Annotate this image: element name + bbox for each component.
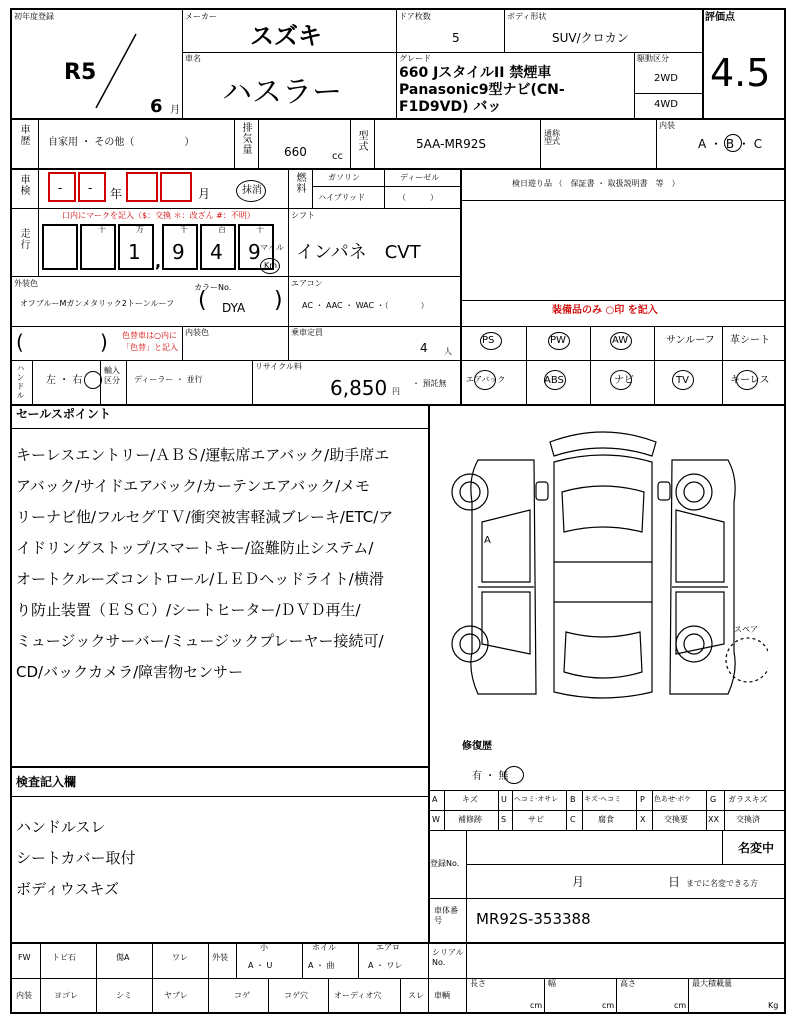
mileage-label: 走行	[18, 228, 29, 250]
unit-3: 百	[218, 225, 226, 234]
import-value: ディーラー ・ 並行	[134, 375, 203, 384]
mileage-note: 口内にマークを記入（$：交換 ＊：改ざん #：不明）	[62, 211, 255, 220]
equip-navi-circle	[610, 370, 632, 390]
reg-day: 日	[668, 875, 681, 889]
int-wear: スレ	[408, 991, 424, 1000]
auction-sheet	[10, 8, 786, 1014]
reg-month: 月	[572, 875, 585, 889]
odometer-box-0	[42, 224, 78, 270]
equip-pw-circle	[548, 332, 570, 350]
int-burn-hole: コゲ穴	[284, 991, 308, 1000]
equip-airbag: エアバック	[466, 375, 506, 384]
fw-scratch: 傷A	[116, 953, 130, 962]
digit-3: 4	[210, 240, 223, 264]
shift-value: インパネ CVT	[296, 242, 421, 263]
digit-1: 1	[128, 240, 141, 264]
first-reg-label: 初年度登録	[14, 12, 54, 21]
sales-line-0: キーレスエントリー/ＡＢＳ/運転席エアバック/助手席エ	[16, 446, 390, 464]
cc-unit: cc	[332, 151, 343, 162]
insp-year-unit: 年	[110, 187, 123, 201]
sales-line-6: ミュージックサーバー/ミュージックプレーヤー接続可/	[16, 632, 384, 650]
dim-kg: Kg	[768, 1001, 779, 1010]
handle-value: 左 ・ 右	[46, 375, 83, 386]
ext-aero-label: エアロ	[376, 943, 400, 952]
equip-leather: 革シート	[730, 335, 770, 346]
equip-aw-circle	[610, 332, 632, 350]
ext-small-value: A ・ U	[248, 961, 273, 970]
equip-pw: PW	[550, 335, 566, 346]
legend-code-w: W	[432, 815, 440, 824]
car-name: ハスラー	[222, 75, 342, 110]
first-reg-era: R5	[64, 60, 97, 85]
legend-desc-g: ガラスキズ	[728, 795, 768, 804]
int-audio-hole: オーディオ穴	[334, 991, 382, 1000]
recycle-value: 6,850	[330, 376, 388, 400]
fuel-other: （ ）	[398, 193, 438, 202]
car-name-label: 車名	[185, 54, 201, 63]
equip-tv-circle	[672, 370, 694, 390]
car-diagram	[438, 422, 768, 722]
sales-line-7: CD/バックカメラ/障害物センサー	[16, 663, 244, 681]
dim-height: 高さ	[620, 979, 636, 988]
unit-4: 十	[256, 225, 264, 234]
color-change-note-2: 「色替」と記入	[122, 343, 178, 352]
dim-max-load: 最大積載量	[692, 979, 732, 988]
legend-code-x: X	[640, 815, 646, 824]
score-label: 評価点	[705, 12, 735, 23]
unit-1: 万	[136, 225, 144, 234]
body-label: ボディ形状	[507, 12, 547, 21]
legend-code-g: G	[710, 795, 717, 804]
capacity-label: 乗車定員	[291, 328, 323, 337]
legend-code-u: U	[501, 795, 507, 804]
odometer-comma: ,	[155, 252, 162, 271]
fw-stone: トビ石	[52, 953, 76, 962]
paren-open: (	[16, 330, 24, 354]
legend-desc-u: ヘコミ·オサレ	[514, 795, 559, 803]
legend-desc-s: サビ	[528, 815, 544, 824]
date-slash	[92, 32, 142, 112]
serial-label: シリアルNo.	[432, 948, 464, 967]
aircon-value: AC ・ AAC ・ WAC ・（ ）	[302, 301, 429, 310]
interior-label: 内装	[659, 121, 675, 130]
legend-code-xx: XX	[708, 815, 719, 824]
dim-height-unit: cm	[674, 1001, 687, 1010]
color-no-label: カラーNo.	[194, 283, 232, 292]
equip-ps: PS	[482, 335, 495, 346]
maker-label: メーカー	[185, 12, 217, 21]
unit-0: 十	[98, 225, 106, 234]
equip-aw: AW	[612, 335, 629, 346]
color-no-open: (	[198, 288, 207, 313]
maker-name: スズキ	[250, 22, 322, 50]
int-tear: ヤブレ	[164, 991, 188, 1000]
recycle-deposit: ・ 預託無	[412, 379, 447, 388]
equip-abs: ABS	[544, 375, 564, 386]
legend-desc-a: キズ	[462, 795, 478, 804]
recycle-yen: 円	[392, 387, 400, 396]
capacity-value: 4	[420, 341, 428, 355]
legend-desc-xx: 交換済	[736, 815, 760, 824]
dim-width: 幅	[548, 979, 556, 988]
equip-keyless: キーレス	[730, 375, 770, 386]
color-no-close: )	[274, 288, 283, 313]
fw-label: FW	[18, 953, 31, 962]
color-name: オフブルーMガンメタリック2トーンルーフ	[20, 299, 175, 308]
chassis-value: MR92S-353388	[476, 910, 591, 928]
equip-tv: TV	[676, 375, 689, 386]
legend-desc-w: 補修跡	[458, 815, 482, 824]
damage-mark-a: A	[484, 535, 491, 546]
int-stain: シミ	[116, 991, 132, 1000]
exterior-label: 外装	[212, 953, 228, 962]
drive-label: 駆動区分	[637, 54, 669, 63]
spare-label: スペア	[734, 625, 758, 634]
sales-label: セールスポイント	[16, 407, 111, 421]
dim-length: 長さ	[470, 979, 486, 988]
doors-label: ドア枚数	[399, 12, 431, 21]
inspector-line-0: ハンドルスレ	[16, 818, 106, 836]
name-change: 名変中	[738, 841, 775, 855]
digit-2: 9	[172, 240, 185, 264]
sales-line-5: り防止装置（ＥＳＣ）/シートヒーター/ＤＶＤ再生/	[16, 601, 361, 619]
equip-ps-circle	[480, 332, 502, 350]
int-dirt: ヨゴレ	[54, 991, 78, 1000]
handle-label: ハンドル	[16, 364, 25, 400]
score-value: 4.5	[710, 51, 771, 95]
chassis-label: 車体番号	[434, 906, 458, 925]
sales-line-3: イドリングストップ/スマートキー/盗難防止システム/	[16, 539, 374, 557]
legend-code-a: A	[432, 795, 438, 804]
km-circle	[260, 258, 280, 274]
mile-unit: マイル	[260, 243, 284, 252]
ext-aero-value: A ・ ワレ	[368, 961, 403, 970]
inspector-line-2: ボディウスキズ	[16, 880, 120, 898]
inspector-line-1: シートカバー取付	[16, 849, 136, 867]
drive-4wd: 4WD	[654, 99, 678, 110]
inspector-label: 検査記入欄	[16, 775, 77, 789]
equip-sunroof: サンルーフ	[666, 335, 715, 346]
fuel-hybrid: ハイブリッド	[318, 193, 366, 202]
digit-4: 9	[248, 240, 261, 264]
model-label: 型式	[356, 130, 367, 152]
legend-code-s: S	[501, 815, 507, 824]
reg-deadline: までに名変できる方	[686, 879, 758, 888]
import-label: 輸入区分	[104, 366, 120, 385]
insp-expired: 抹消	[242, 185, 262, 196]
interior-row-label: 内装	[16, 991, 32, 1000]
displacement-value: 660	[284, 145, 307, 159]
aircon-label: エアコン	[291, 279, 323, 288]
legend-code-c: C	[570, 815, 576, 824]
common-model-label: 通称型式	[544, 129, 560, 146]
drive-2wd: 2WD	[654, 73, 678, 84]
grade-line-1: 660 JスタイルII 禁煙車	[399, 65, 552, 81]
inspection-label: 車検	[18, 174, 29, 196]
usage-value: 自家用 ・ その他（ ）	[48, 137, 195, 148]
legend-desc-x: 交換要	[664, 815, 688, 824]
sales-line-1: アバック/サイドエアバック/カーテンエアバック/メモ	[16, 477, 371, 495]
capacity-unit: 人	[444, 347, 452, 356]
dim-length-unit: cm	[530, 1001, 543, 1010]
paren-close: )	[100, 330, 108, 354]
grade-line-2: Panasonic9型ナビ(CN-	[399, 82, 565, 98]
equip-keyless-circle	[736, 370, 758, 390]
first-reg-month: 6	[150, 96, 163, 117]
history-label: 車歴	[18, 124, 29, 146]
legend-code-b: B	[570, 795, 576, 804]
legend-desc-p: 色あせ·ボケ	[654, 795, 692, 803]
fuel-diesel: ディーゼル	[400, 173, 440, 182]
shift-label: シフト	[291, 211, 315, 220]
int-burn: コゲ	[234, 991, 250, 1000]
km-unit: Km	[264, 261, 278, 270]
dimension-label: 車輌	[434, 991, 450, 1000]
sales-line-2: リーナビ他/フルセグＴＶ/衝突被害軽減ブレーキ/ETC/ア	[16, 508, 394, 526]
expired-circle	[236, 180, 266, 202]
fuel-gasoline: ガソリン	[328, 173, 360, 182]
model-value: 5AA-MR92S	[416, 137, 487, 151]
repair-label: 修復歴	[462, 741, 492, 752]
color-change-note-1: 色替車は○内に	[122, 331, 177, 340]
interior-b-circle	[724, 134, 742, 152]
docs-label: 検日遊り品 （ 保証書 ・ 取扱説明書 等 ）	[512, 179, 680, 188]
repair-none-circle	[504, 766, 524, 784]
recycle-label: リサイクル料	[255, 362, 302, 371]
color-label: 外装色	[14, 279, 38, 288]
doors-value: 5	[452, 31, 460, 45]
color-no-value: DYA	[222, 301, 246, 315]
body-value: SUV/クロカン	[552, 31, 629, 45]
grade-label: グレード	[399, 54, 431, 63]
equip-airbag-circle	[474, 370, 496, 390]
interior-grades: A ・ B ・ C	[698, 137, 763, 151]
legend-code-p: P	[640, 795, 645, 804]
insp-dash-1: -	[58, 181, 63, 195]
unit-2: 千	[180, 225, 188, 234]
ext-wheel-label: ホイル	[312, 943, 336, 952]
insp-month-box-1	[126, 172, 158, 202]
sales-line-4: オートクルーズコントロール/ＬＥＤヘッドライト/横滑	[16, 570, 384, 588]
insp-dash-2: -	[88, 181, 93, 195]
ext-wheel-value: A ・ 曲	[308, 961, 335, 970]
displacement-label: 排気量	[240, 122, 251, 155]
legend-desc-b: キズ·ヘコミ	[584, 795, 622, 803]
registration-label: 登録No.	[430, 859, 460, 868]
grade-line-3: F1D9VD) バッ	[399, 99, 502, 115]
fuel-label: 燃料	[294, 172, 305, 194]
ext-small-label: 小	[260, 943, 268, 952]
dim-width-unit: cm	[602, 1001, 615, 1010]
month-unit: 月	[170, 105, 180, 116]
interior-color-label: 内装色	[185, 328, 209, 337]
repair-value: 有 ・ 無	[472, 771, 509, 782]
insp-month-unit: 月	[198, 187, 211, 201]
equip-abs-circle	[544, 370, 566, 390]
insp-month-box-2	[160, 172, 192, 202]
fw-crack: ワレ	[172, 953, 188, 962]
legend-desc-c: 腐食	[598, 815, 614, 824]
equipment-note: 装備品のみ ○印 を記入	[552, 305, 658, 316]
equip-navi: ナビ	[614, 375, 634, 386]
